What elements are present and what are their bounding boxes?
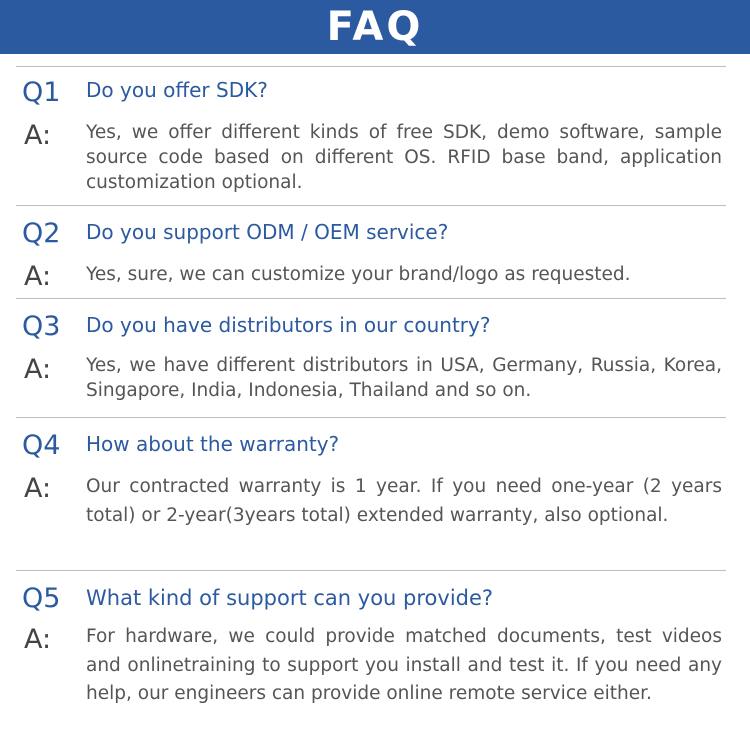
answer-label: A: xyxy=(24,354,52,385)
answer-text: Our contracted warranty is 1 year. If you need one-year (2 years total) or 2-year(3years total) extended warranty, also optional. xyxy=(86,476,722,526)
faq-divider xyxy=(16,205,726,206)
answer-label: A: xyxy=(24,473,52,504)
page-title: FAQ xyxy=(326,4,424,50)
answer-text: Yes, sure, we can customize your brand/logo as requested. xyxy=(86,264,631,285)
question-text: Do you have distributors in our country? xyxy=(86,313,491,337)
answer-text: For hardware, we could provide matched documents, test videos and onlinetraining to support you install and test it. If you need any help, our engineers can provide online remote service either. xyxy=(86,626,722,704)
question-text: Do you offer SDK? xyxy=(86,78,268,102)
answer-label: A: xyxy=(24,120,52,151)
faq-divider xyxy=(16,417,726,418)
question-text: Do you support ODM / OEM service? xyxy=(86,220,449,244)
header-divider xyxy=(16,66,726,67)
question-number: Q2 xyxy=(22,218,61,249)
question-number: Q4 xyxy=(22,430,61,461)
question-text: How about the warranty? xyxy=(86,432,340,456)
question-number: Q3 xyxy=(22,311,61,342)
faq-divider xyxy=(16,570,726,571)
answer-label: A: xyxy=(24,624,52,655)
faq-header xyxy=(0,0,750,54)
question-number: Q5 xyxy=(22,583,61,614)
faq-divider xyxy=(16,298,726,299)
answer-text: Yes, we have different distributors in USA, Germany, Russia, Korea, Singapore, India, Indonesia, Thailand and so on. xyxy=(86,355,722,401)
question-number: Q1 xyxy=(22,77,61,108)
answer-label: A: xyxy=(24,261,52,292)
answer-text: Yes, we offer different kinds of free SDK, demo software, sample source code based on different OS. RFID base band, application customization optional. xyxy=(86,122,722,193)
question-text: What kind of support can you provide? xyxy=(86,586,494,610)
